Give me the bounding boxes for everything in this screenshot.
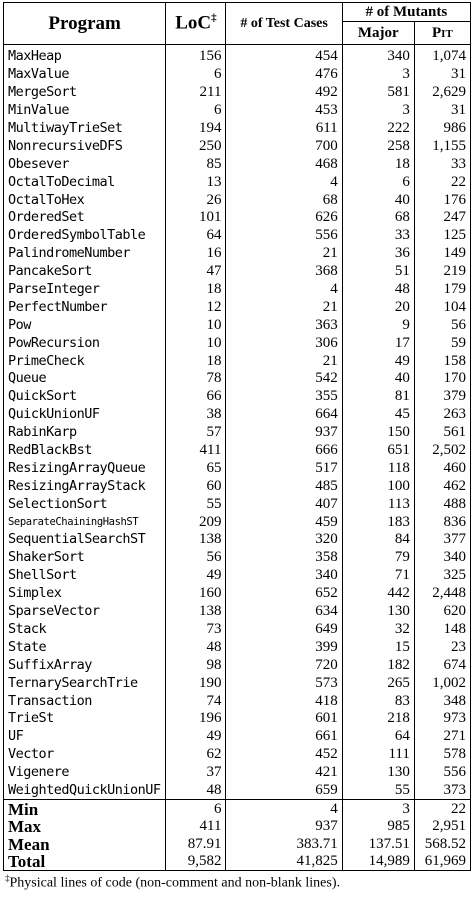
test-cases-cell: 421 — [226, 764, 342, 782]
loc-cell: 26 — [166, 191, 226, 209]
pit-cell: 373 — [414, 782, 470, 800]
pit-cell: 561 — [414, 424, 470, 442]
summary-row — [4, 818, 471, 836]
pit-cell: 340 — [414, 549, 470, 567]
loc-cell: 47 — [166, 263, 226, 281]
loc-cell: 9,582 — [166, 853, 226, 871]
table-row — [4, 137, 471, 155]
loc-cell: 55 — [166, 495, 226, 513]
test-cases-cell: 320 — [226, 531, 342, 549]
summary-row — [4, 800, 471, 818]
program-cell: MergeSort — [4, 84, 166, 102]
table-row — [4, 674, 471, 692]
loc-cell: 6 — [166, 102, 226, 120]
table-row — [4, 710, 471, 728]
table-row — [4, 746, 471, 764]
test-cases-cell: 358 — [226, 549, 342, 567]
program-cell: OrderedSet — [4, 209, 166, 227]
table-row — [4, 567, 471, 585]
test-cases-cell: 454 — [226, 48, 342, 66]
table-row — [4, 263, 471, 281]
major-cell: 79 — [342, 549, 414, 567]
test-cases-cell: 937 — [226, 424, 342, 442]
loc-cell: 10 — [166, 316, 226, 334]
program-cell: QuickSort — [4, 388, 166, 406]
program-cell: MaxHeap — [4, 48, 166, 66]
loc-cell: 6 — [166, 800, 226, 818]
test-cases-cell: 611 — [226, 120, 342, 138]
test-cases-cell: 700 — [226, 137, 342, 155]
pit-cell: 158 — [414, 352, 470, 370]
table-row — [4, 764, 471, 782]
pit-cell: 986 — [414, 120, 470, 138]
major-cell: 442 — [342, 585, 414, 603]
header-major: Major — [342, 22, 414, 45]
pit-cell: 148 — [414, 621, 470, 639]
table-row — [4, 120, 471, 138]
test-cases-cell: 661 — [226, 728, 342, 746]
pit-cell: 2,448 — [414, 585, 470, 603]
table-row — [4, 370, 471, 388]
program-cell: PrimeCheck — [4, 352, 166, 370]
test-cases-cell: 368 — [226, 263, 342, 281]
pit-cell: 179 — [414, 281, 470, 299]
pit-cell: 219 — [414, 263, 470, 281]
table-row — [4, 173, 471, 191]
test-cases-cell: 664 — [226, 406, 342, 424]
pit-cell: 2,502 — [414, 442, 470, 460]
program-cell: TernarySearchTrie — [4, 674, 166, 692]
header-pit: Pit — [414, 22, 470, 45]
loc-cell: 37 — [166, 764, 226, 782]
loc-cell: 62 — [166, 746, 226, 764]
test-cases-cell: 306 — [226, 334, 342, 352]
table-row — [4, 209, 471, 227]
pit-cell: 263 — [414, 406, 470, 424]
pit-cell: 1,002 — [414, 674, 470, 692]
loc-cell: 48 — [166, 638, 226, 656]
loc-cell: 6 — [166, 66, 226, 84]
pit-cell: 104 — [414, 298, 470, 316]
pit-cell: 674 — [414, 656, 470, 674]
program-cell: MaxValue — [4, 66, 166, 84]
pit-cell: 31 — [414, 102, 470, 120]
test-cases-cell: 399 — [226, 638, 342, 656]
table-container — [3, 2, 471, 892]
loc-cell: 65 — [166, 459, 226, 477]
loc-cell: 138 — [166, 531, 226, 549]
loc-cell: 48 — [166, 782, 226, 800]
test-cases-cell: 4 — [226, 800, 342, 818]
major-cell: 137.51 — [342, 835, 414, 853]
program-cell: PancakeSort — [4, 263, 166, 281]
test-cases-cell: 468 — [226, 155, 342, 173]
table-row — [4, 531, 471, 549]
program-cell: SparseVector — [4, 603, 166, 621]
loc-cell: 13 — [166, 173, 226, 191]
test-cases-cell: 355 — [226, 388, 342, 406]
test-cases-cell: 476 — [226, 66, 342, 84]
table-row — [4, 782, 471, 800]
header-test-cases: # of Test Cases — [226, 3, 342, 45]
major-cell: 49 — [342, 352, 414, 370]
pit-cell: 973 — [414, 710, 470, 728]
header-loc-label: LoC — [175, 12, 212, 34]
loc-cell: 16 — [166, 245, 226, 263]
table-row — [4, 406, 471, 424]
table-row — [4, 424, 471, 442]
major-cell: 32 — [342, 621, 414, 639]
table-row — [4, 442, 471, 460]
test-cases-cell: 659 — [226, 782, 342, 800]
major-cell: 40 — [342, 370, 414, 388]
test-cases-cell: 937 — [226, 818, 342, 836]
program-cell: OctalToDecimal — [4, 173, 166, 191]
program-cell: State — [4, 638, 166, 656]
program-cell: QuickUnionUF — [4, 406, 166, 424]
pit-cell: 1,074 — [414, 48, 470, 66]
loc-cell: 10 — [166, 334, 226, 352]
major-cell: 83 — [342, 692, 414, 710]
major-cell: 33 — [342, 227, 414, 245]
pit-cell: 379 — [414, 388, 470, 406]
major-cell: 218 — [342, 710, 414, 728]
pit-cell: 31 — [414, 66, 470, 84]
program-cell: ResizingArrayQueue — [4, 459, 166, 477]
test-cases-cell: 383.71 — [226, 835, 342, 853]
major-cell: 150 — [342, 424, 414, 442]
table-row — [4, 352, 471, 370]
major-cell: 18 — [342, 155, 414, 173]
major-cell: 130 — [342, 764, 414, 782]
test-cases-cell: 340 — [226, 567, 342, 585]
stat-label-cell: Mean — [4, 835, 166, 853]
loc-cell: 85 — [166, 155, 226, 173]
pit-cell: 56 — [414, 316, 470, 334]
test-cases-cell: 720 — [226, 656, 342, 674]
program-cell: SequentialSearchST — [4, 531, 166, 549]
program-cell: PowRecursion — [4, 334, 166, 352]
program-cell: Vigenere — [4, 764, 166, 782]
pit-cell: 271 — [414, 728, 470, 746]
loc-cell: 250 — [166, 137, 226, 155]
major-cell: 3 — [342, 66, 414, 84]
program-cell: SeparateChainingHashST — [4, 513, 166, 531]
major-cell: 651 — [342, 442, 414, 460]
major-cell: 111 — [342, 746, 414, 764]
loc-cell: 56 — [166, 549, 226, 567]
test-cases-cell: 41,825 — [226, 853, 342, 871]
table-row — [4, 477, 471, 495]
loc-cell: 101 — [166, 209, 226, 227]
major-cell: 258 — [342, 137, 414, 155]
test-cases-cell: 634 — [226, 603, 342, 621]
pit-cell: 22 — [414, 173, 470, 191]
footnote-text: Physical lines of code (non-comment and non-blank lines). — [9, 876, 340, 892]
program-cell: RedBlackBst — [4, 442, 166, 460]
program-cell: MinValue — [4, 102, 166, 120]
major-cell: 118 — [342, 459, 414, 477]
pit-cell: 620 — [414, 603, 470, 621]
table-row — [4, 102, 471, 120]
footnote-mark: ‡ — [5, 873, 10, 884]
stat-label-cell: Total — [4, 853, 166, 871]
loc-cell: 209 — [166, 513, 226, 531]
program-cell: UF — [4, 728, 166, 746]
major-cell: 20 — [342, 298, 414, 316]
loc-cell: 73 — [166, 621, 226, 639]
program-cell: PerfectNumber — [4, 298, 166, 316]
major-cell: 51 — [342, 263, 414, 281]
loc-cell: 194 — [166, 120, 226, 138]
table-row — [4, 513, 471, 531]
loc-cell: 87.91 — [166, 835, 226, 853]
test-cases-cell: 666 — [226, 442, 342, 460]
pit-cell: 2,629 — [414, 84, 470, 102]
pit-cell: 462 — [414, 477, 470, 495]
loc-cell: 18 — [166, 352, 226, 370]
loc-cell: 156 — [166, 48, 226, 66]
major-cell: 71 — [342, 567, 414, 585]
loc-cell: 18 — [166, 281, 226, 299]
major-cell: 81 — [342, 388, 414, 406]
program-cell: NonrecursiveDFS — [4, 137, 166, 155]
program-cell: OctalToHex — [4, 191, 166, 209]
pit-cell: 61,969 — [414, 853, 470, 871]
program-cell: SuffixArray — [4, 656, 166, 674]
test-cases-cell: 68 — [226, 191, 342, 209]
test-cases-cell: 573 — [226, 674, 342, 692]
major-cell: 183 — [342, 513, 414, 531]
table-row — [4, 298, 471, 316]
program-cell: Queue — [4, 370, 166, 388]
table-row — [4, 495, 471, 513]
major-cell: 340 — [342, 48, 414, 66]
program-cell: Pow — [4, 316, 166, 334]
test-cases-cell: 453 — [226, 102, 342, 120]
major-cell: 6 — [342, 173, 414, 191]
major-cell: 581 — [342, 84, 414, 102]
major-cell: 55 — [342, 782, 414, 800]
summary-row — [4, 853, 471, 871]
program-cell: Stack — [4, 621, 166, 639]
loc-cell: 211 — [166, 84, 226, 102]
loc-cell: 12 — [166, 298, 226, 316]
pit-cell: 33 — [414, 155, 470, 173]
pit-cell: 325 — [414, 567, 470, 585]
test-cases-cell: 4 — [226, 281, 342, 299]
loc-cell: 138 — [166, 603, 226, 621]
mutants-table — [3, 2, 471, 871]
table-row — [4, 227, 471, 245]
stat-label-cell: Max — [4, 818, 166, 836]
program-cell: RabinKarp — [4, 424, 166, 442]
pit-cell: 836 — [414, 513, 470, 531]
table-row — [4, 66, 471, 84]
program-cell: PalindromeNumber — [4, 245, 166, 263]
loc-cell: 60 — [166, 477, 226, 495]
major-cell: 222 — [342, 120, 414, 138]
test-cases-cell: 601 — [226, 710, 342, 728]
header-mutants: # of Mutants — [342, 3, 470, 22]
test-cases-cell: 542 — [226, 370, 342, 388]
pit-cell: 247 — [414, 209, 470, 227]
loc-cell: 49 — [166, 728, 226, 746]
test-cases-cell: 649 — [226, 621, 342, 639]
table-row — [4, 459, 471, 477]
pit-cell: 176 — [414, 191, 470, 209]
loc-cell: 49 — [166, 567, 226, 585]
loc-cell: 196 — [166, 710, 226, 728]
pit-cell: 59 — [414, 334, 470, 352]
table-row — [4, 621, 471, 639]
table-row — [4, 155, 471, 173]
header-loc — [166, 3, 226, 45]
test-cases-cell: 21 — [226, 245, 342, 263]
table-row — [4, 388, 471, 406]
test-cases-cell: 363 — [226, 316, 342, 334]
table-row — [4, 316, 471, 334]
test-cases-cell: 459 — [226, 513, 342, 531]
program-cell: Simplex — [4, 585, 166, 603]
major-cell: 100 — [342, 477, 414, 495]
loc-cell: 64 — [166, 227, 226, 245]
major-cell: 182 — [342, 656, 414, 674]
pit-cell: 125 — [414, 227, 470, 245]
table-row — [4, 191, 471, 209]
major-cell: 36 — [342, 245, 414, 263]
program-cell: WeightedQuickUnionUF — [4, 782, 166, 800]
program-cell: OrderedSymbolTable — [4, 227, 166, 245]
header-loc-footnote-mark: ‡ — [211, 12, 217, 25]
pit-cell: 2,951 — [414, 818, 470, 836]
table-row — [4, 245, 471, 263]
pit-cell: 568.52 — [414, 835, 470, 853]
major-cell: 15 — [342, 638, 414, 656]
pit-cell: 149 — [414, 245, 470, 263]
table-body — [4, 48, 471, 800]
table-row — [4, 692, 471, 710]
program-cell: ShellSort — [4, 567, 166, 585]
test-cases-cell: 4 — [226, 173, 342, 191]
program-cell: TrieSt — [4, 710, 166, 728]
pit-cell: 460 — [414, 459, 470, 477]
table-row — [4, 638, 471, 656]
table-row — [4, 656, 471, 674]
major-cell: 68 — [342, 209, 414, 227]
test-cases-cell: 407 — [226, 495, 342, 513]
test-cases-cell: 21 — [226, 352, 342, 370]
pit-cell: 348 — [414, 692, 470, 710]
test-cases-cell: 485 — [226, 477, 342, 495]
major-cell: 3 — [342, 102, 414, 120]
program-cell: SelectionSort — [4, 495, 166, 513]
major-cell: 48 — [342, 281, 414, 299]
major-cell: 84 — [342, 531, 414, 549]
major-cell: 113 — [342, 495, 414, 513]
summary-body — [4, 800, 471, 871]
test-cases-cell: 556 — [226, 227, 342, 245]
major-cell: 3 — [342, 800, 414, 818]
loc-cell: 66 — [166, 388, 226, 406]
test-cases-cell: 492 — [226, 84, 342, 102]
loc-cell: 411 — [166, 818, 226, 836]
stat-label-cell: Min — [4, 800, 166, 818]
test-cases-cell: 652 — [226, 585, 342, 603]
summary-row — [4, 835, 471, 853]
test-cases-cell: 626 — [226, 209, 342, 227]
footnote — [3, 873, 471, 892]
major-cell: 9 — [342, 316, 414, 334]
table-row — [4, 603, 471, 621]
loc-cell: 74 — [166, 692, 226, 710]
table-header — [4, 3, 471, 45]
major-cell: 130 — [342, 603, 414, 621]
loc-cell: 160 — [166, 585, 226, 603]
table-row — [4, 48, 471, 66]
table-row — [4, 334, 471, 352]
test-cases-cell: 517 — [226, 459, 342, 477]
table-row — [4, 728, 471, 746]
major-cell: 17 — [342, 334, 414, 352]
table-row — [4, 281, 471, 299]
major-cell: 265 — [342, 674, 414, 692]
loc-cell: 78 — [166, 370, 226, 388]
loc-cell: 57 — [166, 424, 226, 442]
loc-cell: 38 — [166, 406, 226, 424]
major-cell: 14,989 — [342, 853, 414, 871]
pit-cell: 377 — [414, 531, 470, 549]
program-cell: MultiwayTrieSet — [4, 120, 166, 138]
program-cell: ParseInteger — [4, 281, 166, 299]
loc-cell: 411 — [166, 442, 226, 460]
program-cell: Transaction — [4, 692, 166, 710]
pit-cell: 23 — [414, 638, 470, 656]
header-program: Program — [4, 3, 166, 45]
pit-cell: 1,155 — [414, 137, 470, 155]
program-cell: ResizingArrayStack — [4, 477, 166, 495]
pit-cell: 556 — [414, 764, 470, 782]
program-cell: Obesever — [4, 155, 166, 173]
major-cell: 64 — [342, 728, 414, 746]
major-cell: 985 — [342, 818, 414, 836]
major-cell: 40 — [342, 191, 414, 209]
test-cases-cell: 21 — [226, 298, 342, 316]
pit-cell: 578 — [414, 746, 470, 764]
program-cell: Vector — [4, 746, 166, 764]
pit-cell: 170 — [414, 370, 470, 388]
test-cases-cell: 418 — [226, 692, 342, 710]
major-cell: 45 — [342, 406, 414, 424]
loc-cell: 190 — [166, 674, 226, 692]
program-cell: ShakerSort — [4, 549, 166, 567]
table-row — [4, 549, 471, 567]
table-row — [4, 585, 471, 603]
pit-cell: 22 — [414, 800, 470, 818]
loc-cell: 98 — [166, 656, 226, 674]
pit-cell: 488 — [414, 495, 470, 513]
table-row — [4, 84, 471, 102]
test-cases-cell: 452 — [226, 746, 342, 764]
